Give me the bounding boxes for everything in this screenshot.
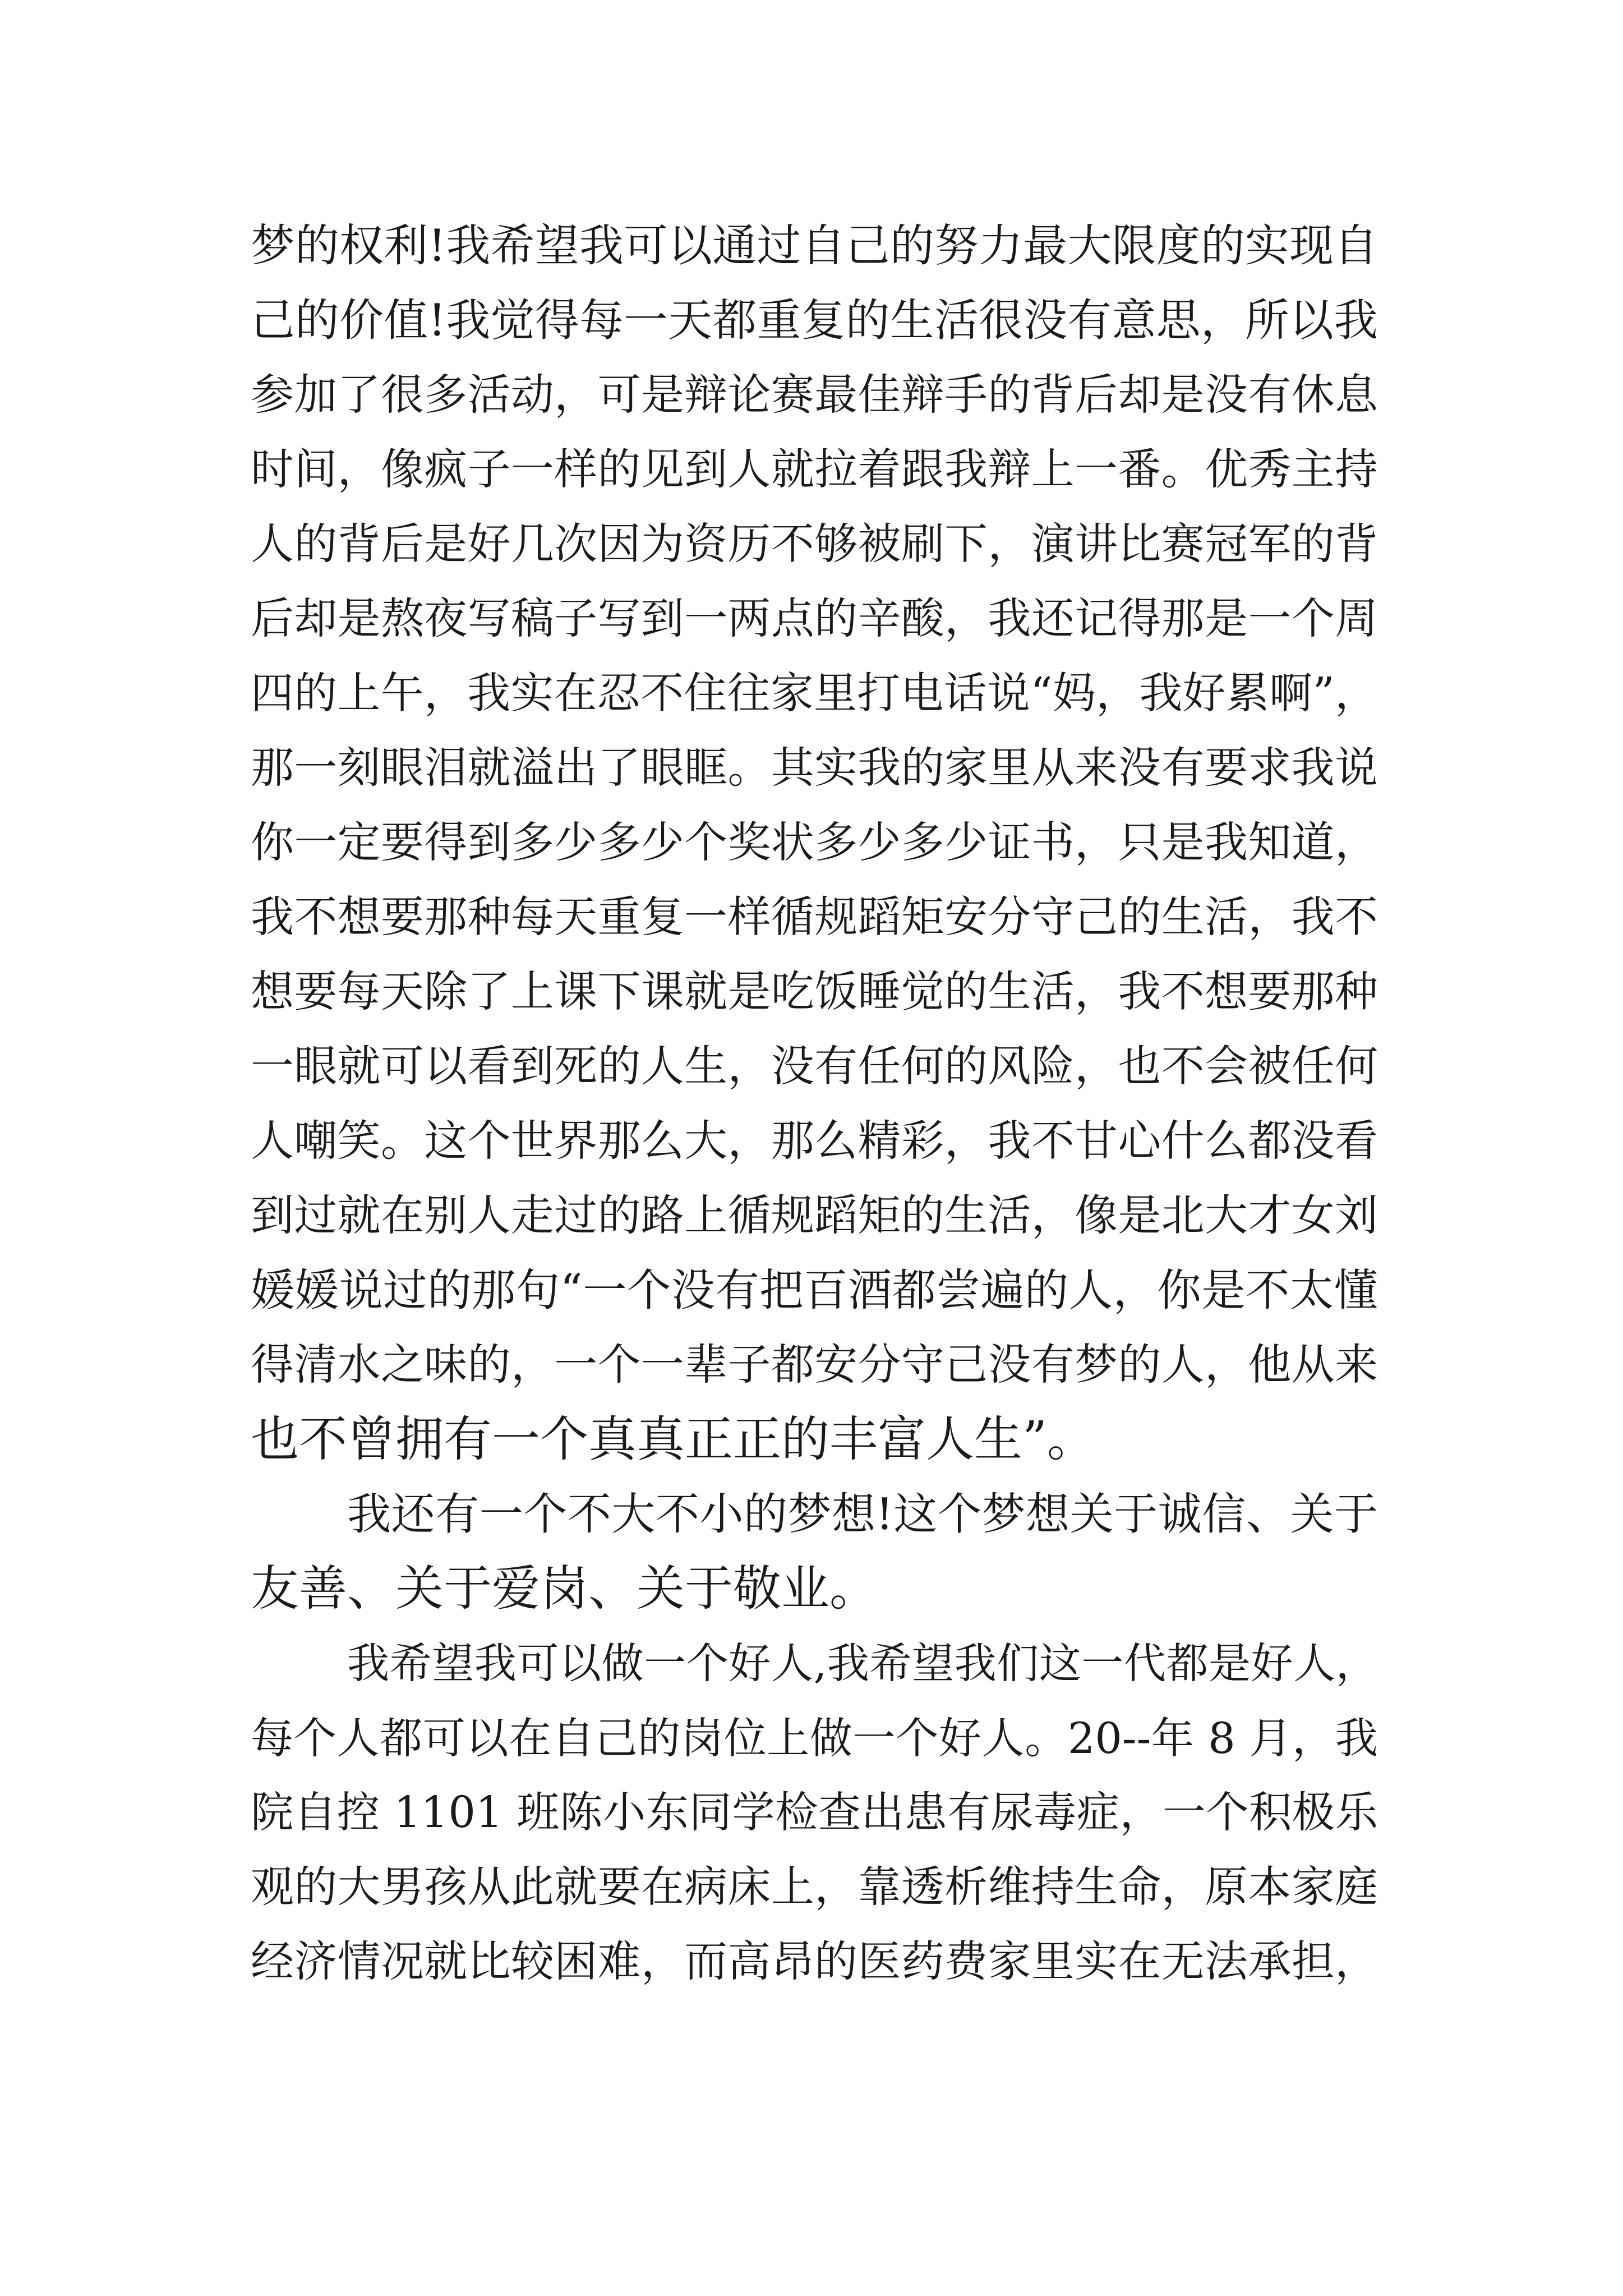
text-line: 一眼就可以看到死的人生，没有任何的风险，也不会被任何 [251,1042,1378,1092]
text-line: 四的上午，我实在忍不住往家里打电话说“妈，我好累啊”， [251,669,1378,719]
text-line: 梦的权利!我希望我可以通过自己的努力最大限度的实现自 [251,220,1378,272]
text-line: 每个人都可以在自己的岗位上做一个好人。20--年 8 月，我 [251,1713,1378,1763]
text-line: 参加了很多活动，可是辩论赛最佳辩手的背后却是没有休息 [251,370,1378,420]
text-line: 人嘲笑。这个世界那么大，那么精彩，我不甘心什么都没看 [251,1116,1378,1166]
text-line: 媛媛说过的那句“一个没有把百酒都尝遍的人，你是不太懂 [251,1265,1378,1316]
text-line: 得清水之味的，一个一辈子都安分守己没有梦的人，他从来 [251,1340,1378,1390]
text-line: 经济情况就比较困难，而高昂的医药费家里实在无法承担， [251,1937,1378,1987]
text-line: 院自控 1101 班陈小东同学检查出患有尿毒症，一个积极乐 [251,1788,1378,1838]
text-line: 我不想要那种每天重复一样循规蹈矩安分守己的生活，我不 [251,892,1378,942]
text-line: 人的背后是好几次因为资历不够被刷下，演讲比赛冠军的背 [251,519,1378,569]
paragraph-end-line: 友善、关于爱岗、关于敬业。 [251,1561,878,1617]
paragraph-first-line: 我还有一个不大不小的梦想!这个梦想关于诚信、关于 [347,1489,1378,1540]
paragraph-first-line: 我希望我可以做一个好人,我希望我们这一代都是好人， [347,1639,1378,1688]
text-line: 你一定要得到多少多少个奖状多少多少证书，只是我知道， [251,818,1378,868]
text-line: 想要每天除了上课下课就是吃饭睡觉的生活，我不想要那种 [251,967,1378,1017]
text-line: 那一刻眼泪就溢出了眼眶。其实我的家里从来没有要求我说 [251,743,1378,793]
text-line: 后却是熬夜写稿子写到一两点的辛酸，我还记得那是一个周 [251,594,1378,644]
paragraph-end-line: 也不曾拥有一个真真正正的丰富人生”。 [251,1411,1095,1467]
text-line: 到过就在别人走过的路上循规蹈矩的生活，像是北大才女刘 [251,1191,1378,1241]
text-line: 时间，像疯子一样的见到人就拉着跟我辩上一番。优秀主持 [251,445,1378,495]
text-line: 观的大男孩从此就要在病床上，靠透析维持生命，原本家庭 [251,1862,1378,1912]
body-text [251,209,1378,1999]
text-line: 己的价值!我觉得每一天都重复的生活很没有意思，所以我 [251,295,1378,346]
